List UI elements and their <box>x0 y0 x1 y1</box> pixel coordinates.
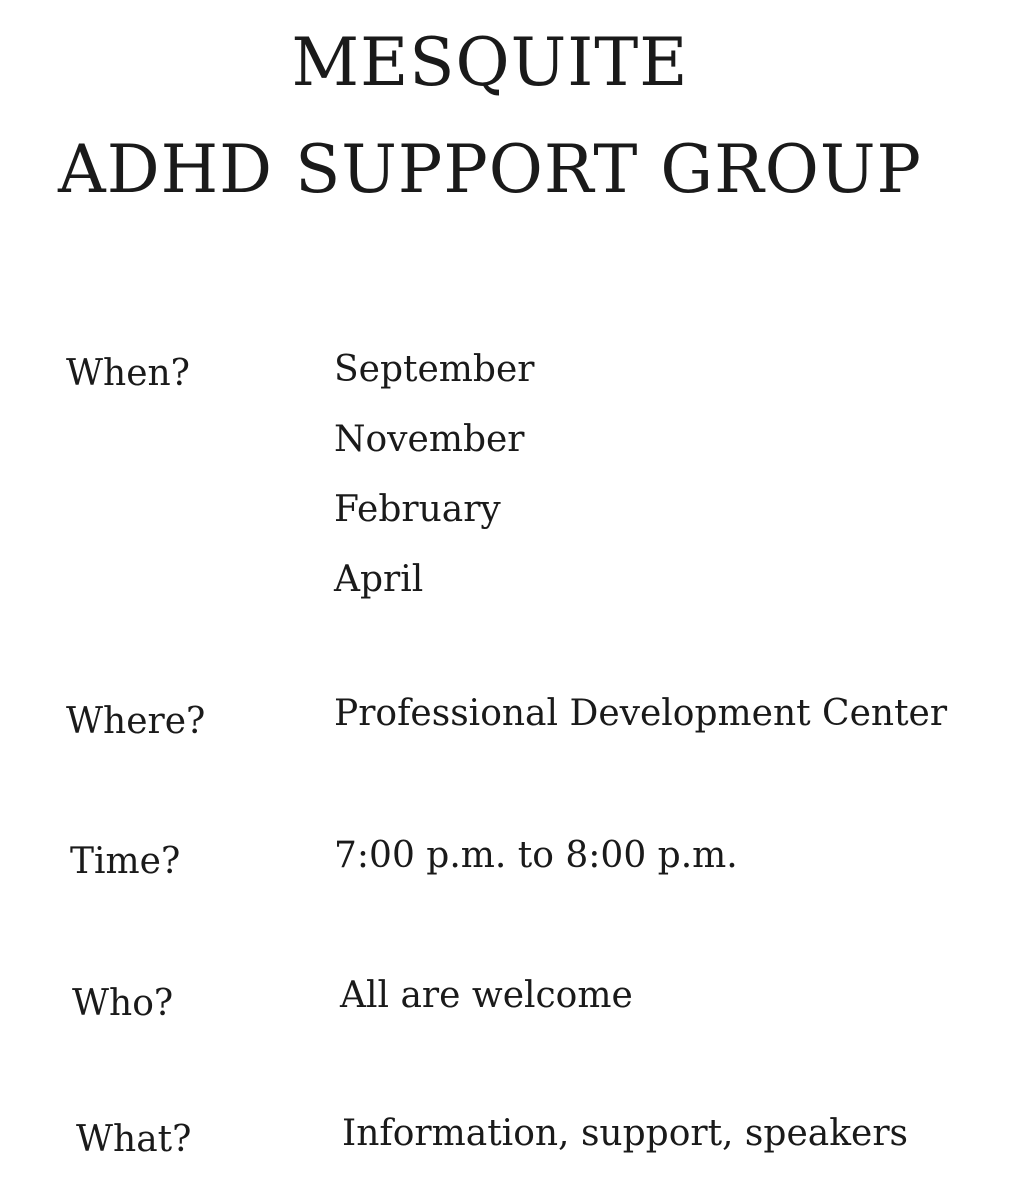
month-item: September <box>334 349 535 390</box>
time-value: 7:00 p.m. to 8:00 p.m. <box>334 835 738 876</box>
month-item: April <box>334 559 424 600</box>
what-value: Information, support, speakers <box>342 1113 909 1154</box>
when-label: When? <box>66 353 190 394</box>
month-item: February <box>334 489 501 530</box>
who-value: All are welcome <box>340 975 633 1016</box>
where-value: Professional Development Center <box>334 693 948 734</box>
title-line-1: MESQUITE <box>291 24 689 101</box>
time-label: Time? <box>70 841 181 882</box>
where-label: Where? <box>66 701 206 742</box>
title-line-2: ADHD SUPPORT GROUP <box>58 131 922 208</box>
what-label: What? <box>76 1119 192 1160</box>
month-item: November <box>334 419 525 460</box>
who-label: Who? <box>72 983 174 1024</box>
